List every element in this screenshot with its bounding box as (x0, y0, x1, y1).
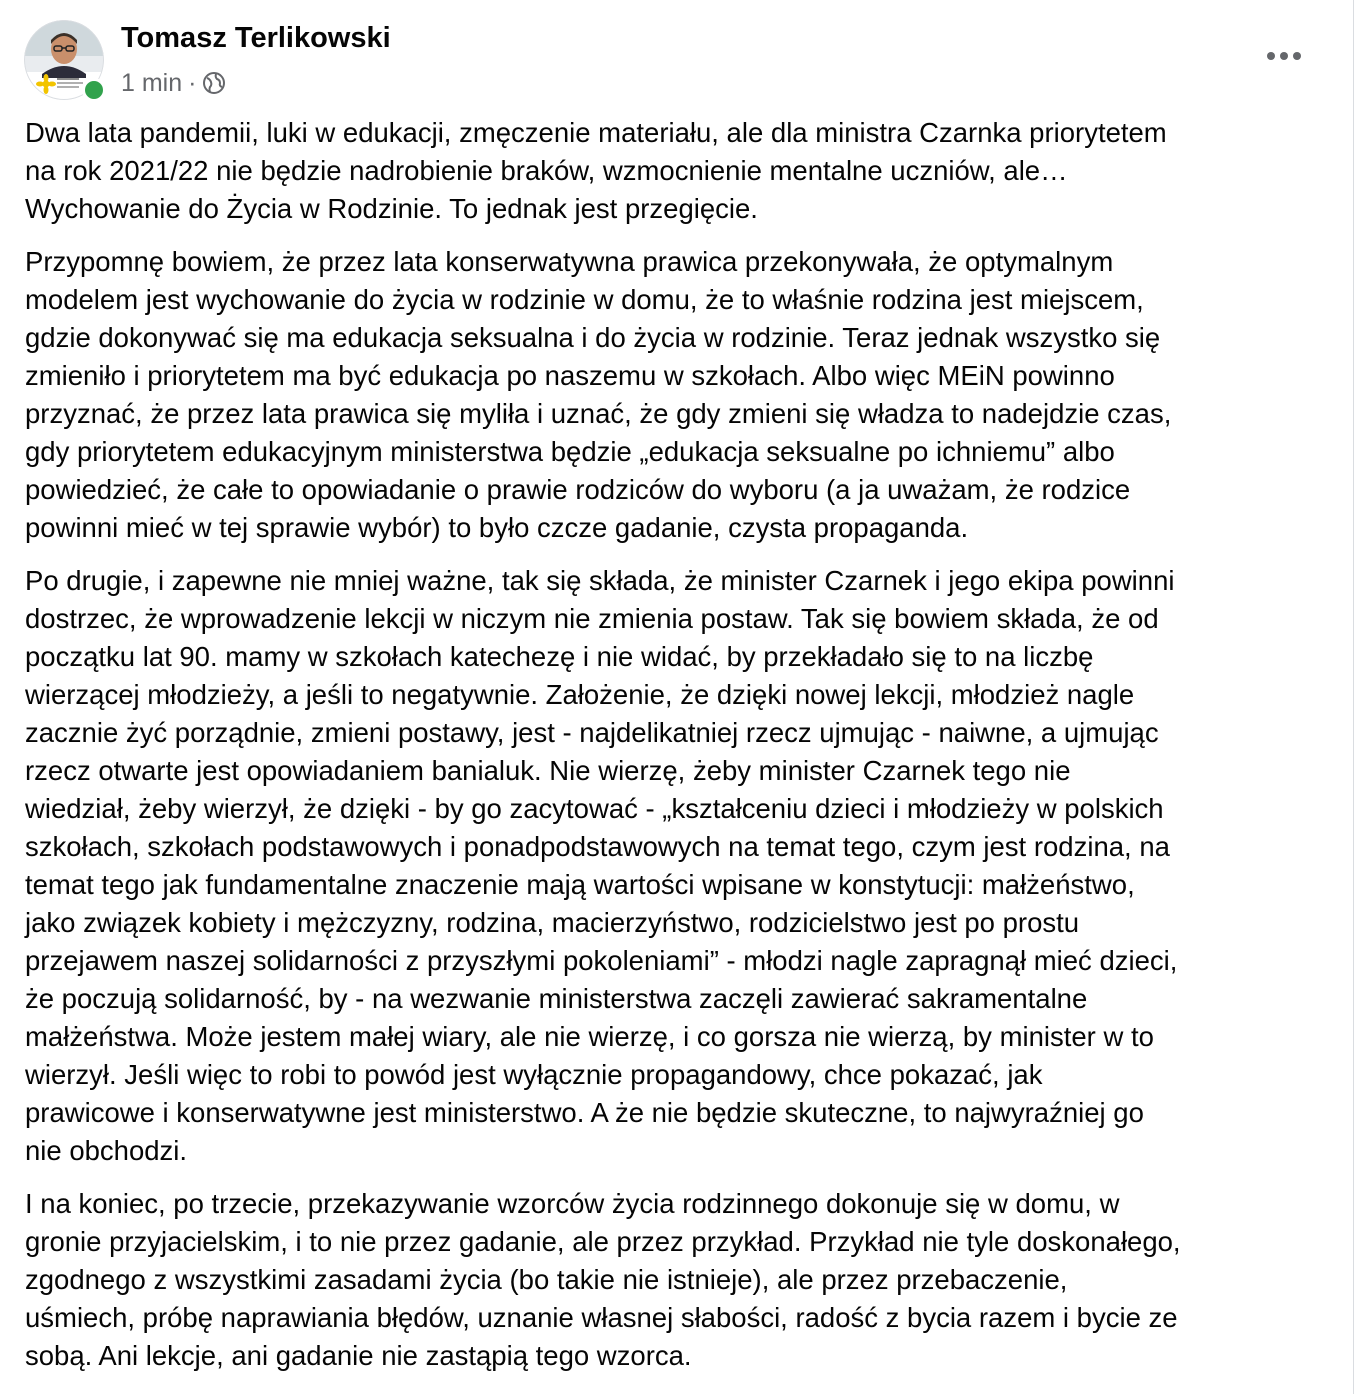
post-paragraph: Przypomnę bowiem, że przez lata konserwatywna prawica przekonywała, że optymalnym modelem jest wychowanie do życia w rodzinie w domu, że to właśnie rodzina jest miejscem, gdzie dokonywać się ma edukacja seksualna i do życia w rodzinie. Teraz jednak wszystko się zmieniło i priorytetem ma być edukacja po naszemu w szkołach. Albo więc MEiN powinno przyznać, że przez lata prawica się myliła i uznać, że gdy zmieni się władza to nadejdzie czas, gdy priorytetem edukacyjnym ministerstwa będzie „edukacja seksualne po ichniemu” albo powiedzieć, że całe to opowiadanie o prawie rodziców do wyboru (a ja uważam, że rodzice powinni mieć w tej sprawie wybór) to było czcze gadanie, czysta propaganda. (25, 246, 1172, 543)
author-avatar[interactable] (24, 20, 104, 100)
globe-icon[interactable] (202, 71, 226, 95)
more-horizontal-icon (1266, 51, 1302, 61)
post-timestamp[interactable]: 1 min (121, 68, 183, 97)
post-meta (121, 66, 226, 100)
post-paragraph: Po drugie, i zapewne nie mniej ważne, tak się składa, że minister Czarnek i jego ekipa powinni dostrzec, że wprowadzenie lekcji w niczym nie zmienia postaw. Tak się bowiem składa, że od początku lat 90. mamy w szkołach katechezę i nie widać, by przekładało się to na liczbę wierzącej młodzieży, a jeśli to negatywnie. Założenie, że dzięki nowej lekcji, młodzież nagle zacznie żyć porządnie, zmieni postawy, jest - najdelikatniej rzecz ujmując - naiwne, a ujmując rzecz otwarte jest opowiadaniem banialuk. Nie wierzę, żeby minister Czarnek tego nie wiedział, żeby wierzył, że dzięki - by go zacytować - „kształceniu dzieci i młodzieży w polskich szkołach, szkołach podstawowych i ponadpodstawowych na temat tego, czym jest rodzina, na temat tego jak fundamentalne znaczenie mają wartości wpisane w konstytucji: małżeństwo, jako związek kobiety i mężczyzny, rodzina, macierzyństwo, rodzicielstwo jest po prostu przejawem naszej solidarności z przyszłymi pokoleniami” - młodzi nagle zapragnął mieć dzieci, że poczują solidarność, by - na wezwanie ministerstwa zaczęli zawierać sakramentalne małżeństwa. Może jestem małej wiary, ale nie wierzę, i co gorsza nie wierzą, by minister w to wierzył. Jeśli więc to robi to powód jest wyłącznie propagandowy, chce pokazać, jak prawicowe i konserwatywne jest ministerstwo. A że nie będzie skuteczne, to najwyraźniej go nie obchodzi. (25, 565, 1178, 1166)
post-paragraph: I na koniec, po trzecie, przekazywanie wzorców życia rodzinnego dokonuje się w domu, w gronie przyjacielskim, i to nie przez gadanie, ale przez przykład. Przykład nie tyle doskonałego, zgodnego z wszystkimi zasadami życia (bo takie nie istnieje), ale przez przebaczenie, uśmiech, próbę naprawiania błędów, uznanie własnej słabości, radość z bycia razem i bycie ze sobą. Ani lekcje, ani gadanie nie zastąpią tego wzorca. (25, 1188, 1181, 1371)
post-header (24, 20, 1330, 100)
post-text (25, 114, 1331, 1390)
author-name[interactable]: Tomasz Terlikowski (121, 22, 391, 54)
post-paragraph: Dwa lata pandemii, luki w edukacji, zmęczenie materiału, ale dla ministra Czarnka priorytetem na rok 2021/22 nie będzie nadrobienie braków, wzmocnienie mentalne uczniów, ale… Wychowanie do Życia w Rodzinie. To jednak jest przegięcie. (25, 117, 1167, 224)
online-status-dot (82, 78, 106, 102)
meta-separator: · (188, 68, 197, 97)
more-options-button[interactable] (1256, 36, 1312, 76)
